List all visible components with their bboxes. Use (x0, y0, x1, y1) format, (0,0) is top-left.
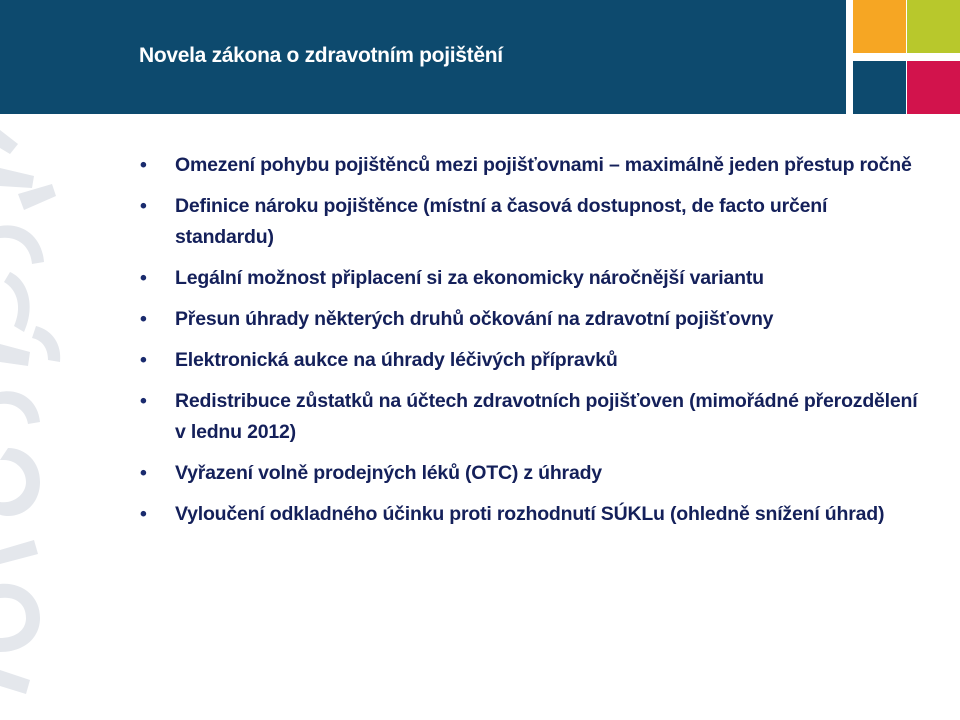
slide-title: Novela zákona o zdravotním pojištění (139, 44, 503, 67)
bullet-marker: • (140, 308, 147, 330)
bullet-marker: • (140, 267, 147, 289)
bullet-marker: • (140, 390, 147, 412)
bullet-item (140, 386, 920, 448)
bullet-text: Přesun úhrady některých druhů očkování na zdravotní pojišťovny (175, 308, 774, 330)
bullet-item (140, 345, 920, 376)
bullet-text: Omezení pohybu pojištěnců mezi pojišťovnami – maximálně jeden přestup ročně (175, 154, 912, 176)
bullet-marker: • (140, 462, 147, 484)
bullet-text: Redistribuce zůstatků na účtech zdravotních pojišťoven (mimořádné přerozdělení v lednu 2012) (175, 390, 918, 443)
bullet-text: Vyloučení odkladného účinku proti rozhodnutí SÚKLu (ohledně snížení úhrad) (175, 503, 885, 525)
corner-tile-blue (853, 61, 906, 114)
bullet-text: Elektronická aukce na úhrady léčivých přípravků (175, 349, 618, 371)
bullet-marker: • (140, 154, 147, 176)
bullet-item (140, 150, 920, 181)
bullet-list (140, 150, 920, 530)
bullet-content (140, 150, 920, 540)
bullet-item (140, 263, 920, 294)
title-bar (0, 0, 846, 114)
bullet-text: Legální možnost připlacení si za ekonomicky náročnější variantu (175, 267, 764, 289)
bullet-marker: • (140, 195, 147, 217)
decorative-sun-graphic (0, 130, 70, 720)
bullet-item (140, 499, 920, 530)
bullet-marker: • (140, 503, 147, 525)
bullet-item (140, 191, 920, 253)
bullet-marker: • (140, 349, 147, 371)
bullet-text: Definice nároku pojištěnce (místní a časová dostupnost, de facto určení standardu) (175, 195, 828, 248)
corner-tile-green (907, 0, 960, 53)
bullet-text: Vyřazení volně prodejných léků (OTC) z úhrady (175, 462, 602, 484)
bullet-item (140, 304, 920, 335)
corner-tile-red (907, 61, 960, 114)
corner-tile-orange (853, 0, 906, 53)
bullet-item (140, 458, 920, 489)
